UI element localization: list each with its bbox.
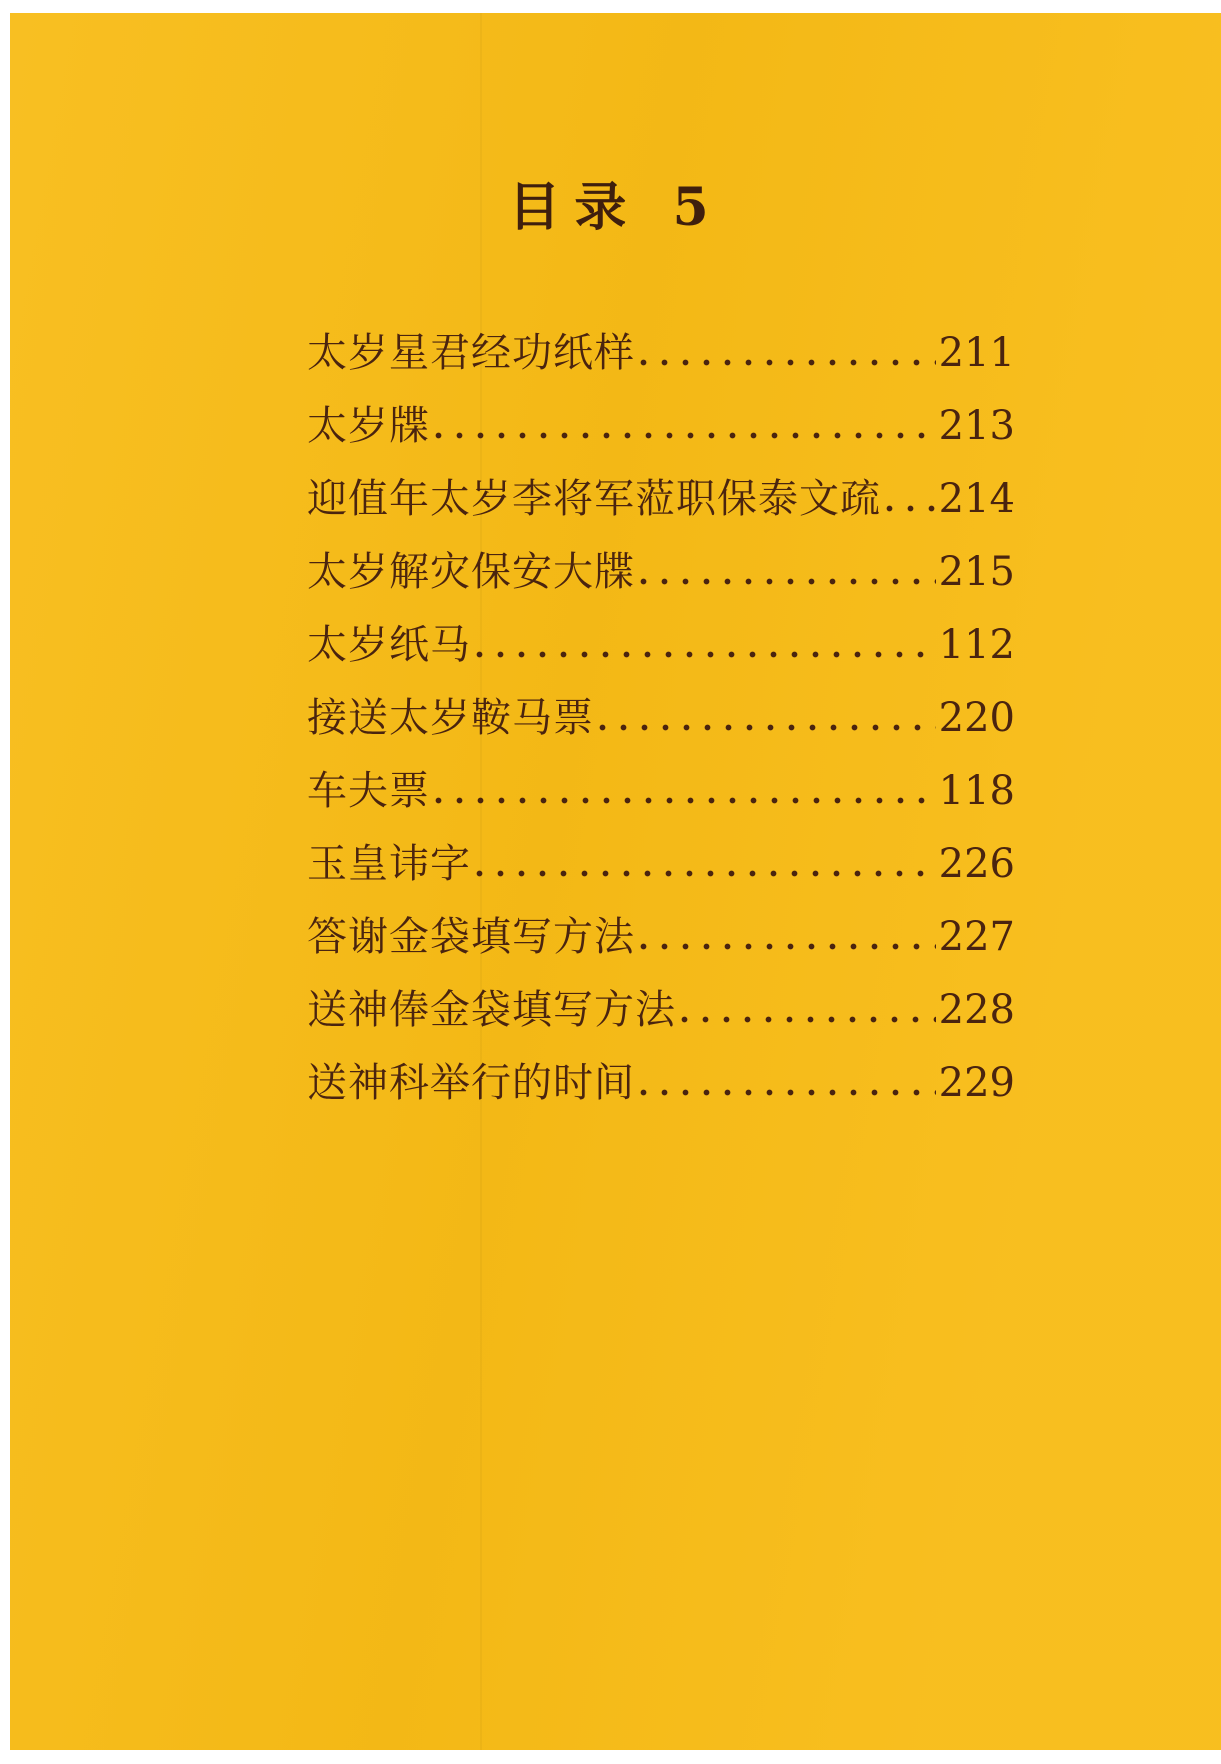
dotted-leader [435,797,936,804]
toc-entry-label: 太岁牒 [307,403,430,449]
toc-entry-label: 玉皇讳字 [307,841,471,887]
toc-entry-page-number: 226 [938,841,1015,887]
toc-entry [307,476,1015,523]
dotted-leader [640,943,936,950]
toc-entry-page-number: 229 [938,1060,1015,1106]
toc-entry-page-number: 228 [938,987,1015,1033]
dotted-leader [681,1016,936,1023]
toc-entry-label: 送神科举行的时间 [307,1060,635,1106]
toc-entry [307,914,1015,961]
toc-entry-page-number: 227 [938,914,1015,960]
dotted-leader [640,578,936,585]
toc-entry [307,549,1015,596]
toc-entry [307,1060,1015,1107]
toc-entry-page-number: 214 [938,476,1015,522]
toc-entry-page-number: 213 [938,403,1015,449]
toc-entry-label: 答谢金袋填写方法 [307,914,635,960]
toc-list [307,330,1015,1107]
toc-entry [307,330,1015,377]
toc-entry-label: 迎值年太岁李将军蒞职保泰文疏 [307,476,881,522]
toc-entry-label: 送神俸金袋填写方法 [307,987,676,1033]
book-page [10,13,1221,1750]
dotted-leader [886,505,936,512]
page-title: 目录 5 [508,177,723,238]
toc-entry-page-number: 112 [938,622,1015,668]
toc-entry-page-number: 215 [938,549,1015,595]
toc-entry-label: 太岁纸马 [307,622,471,668]
dotted-leader [599,724,936,731]
dotted-leader [476,651,936,658]
toc-entry-label: 太岁解灾保安大牒 [307,549,635,595]
toc-entry-page-number: 211 [938,330,1015,376]
toc-entry [307,622,1015,669]
toc-entry-label: 接送太岁鞍马票 [307,695,594,741]
dotted-leader [640,1089,936,1096]
toc-entry-page-number: 118 [938,768,1015,814]
dotted-leader [476,870,936,877]
toc-entry-page-number: 220 [938,695,1015,741]
toc-entry-label: 太岁星君经功纸样 [307,330,635,376]
dotted-leader [640,359,936,366]
toc-entry [307,768,1015,815]
toc-entry-label: 车夫票 [307,768,430,814]
toc-entry [307,987,1015,1034]
toc-entry [307,695,1015,742]
toc-entry [307,841,1015,888]
dotted-leader [435,432,936,439]
toc-entry [307,403,1015,450]
